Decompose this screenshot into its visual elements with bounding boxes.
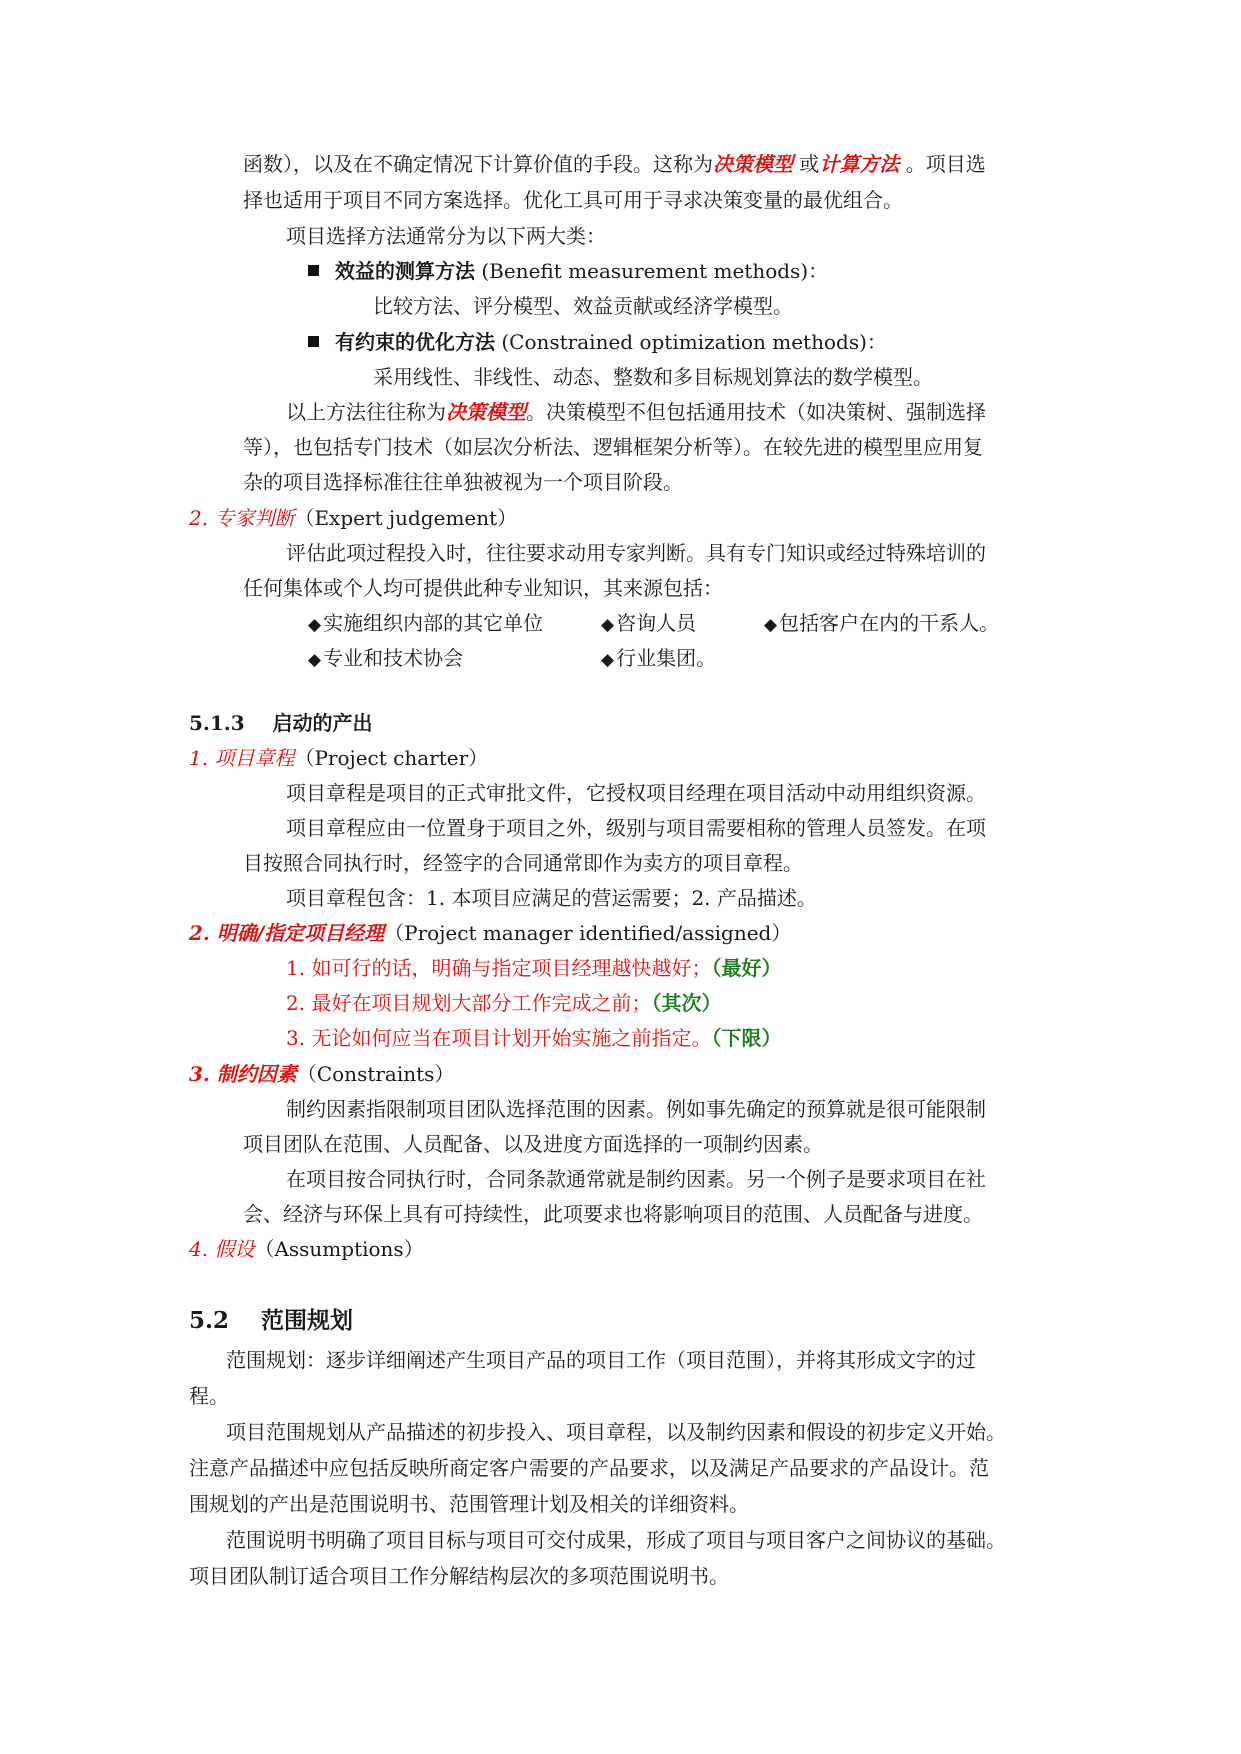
diamond-bullet-icon: ◆ (601, 615, 615, 635)
emphasis-term: 计算方法 (819, 152, 900, 176)
heading-en: （Constraints） (296, 1062, 455, 1086)
paragraph-line: 范围规划：逐步详细阐述产生项目产品的项目工作（项目范围），并将其形成文字的过 (226, 1348, 976, 1372)
paragraph-line: 杂的项目选择标准往往单独被视为一个项目阶段。 (243, 470, 683, 494)
heading-label: 3. 制约因素 (189, 1062, 297, 1086)
priority-item (286, 956, 781, 980)
heading-en: （Project charter） (294, 746, 489, 770)
paragraph-line: 程。 (189, 1384, 229, 1408)
paragraph-line: 目按照合同执行时，经签字的合同通常即作为卖方的项目章程。 (243, 851, 803, 875)
emphasis-term: 决策模型 (446, 400, 526, 424)
bullet-heading: 效益的测算方法 (335, 259, 475, 283)
paragraph-line: 评估此项过程投入时，往往要求动用专家判断。具有专门知识或经过特殊培训的 (286, 541, 986, 565)
paragraph-line: 会、经济与环保上具有可持续性，此项要求也将影响项目的范围、人员配备与进度。 (243, 1202, 983, 1226)
paragraph-line: 在项目按合同执行时，合同条款通常就是制约因素。另一个例子是要求项目在社 (286, 1167, 986, 1191)
section-heading: 5.1.3 启动的产出 (189, 711, 373, 735)
paragraph-line: 项目团队制订适合项目工作分解结构层次的多项范围说明书。 (189, 1564, 729, 1588)
paragraph-line: 项目章程包含：1. 本项目应满足的营运需要；2. 产品描述。 (286, 886, 817, 910)
paragraph-line: 项目选择方法通常分为以下两大类： (286, 224, 606, 248)
text: 。项目选 (899, 152, 986, 176)
bullet-heading-en: (Benefit measurement methods)： (475, 259, 829, 283)
priority-tag: （其次） (651, 991, 722, 1015)
diamond-list-item (764, 611, 999, 637)
bullet-item (308, 259, 828, 283)
text: 以上方法往往称为 (286, 400, 446, 424)
numbered-heading (189, 921, 791, 945)
diamond-bullet-icon: ◆ (601, 650, 615, 670)
paragraph-line (286, 400, 986, 424)
paragraph-line: 范围说明书明确了项目目标与项目可交付成果，形成了项目与项目客户之间协议的基础。 (226, 1528, 1006, 1552)
text: 。决策模型不但包括通用技术（如决策树、强制选择 (526, 400, 986, 424)
heading-label: 4. 假设 (189, 1237, 255, 1261)
emphasis-term: 决策模型 (713, 152, 793, 176)
paragraph-line: 等），也包括专门技术（如层次分析法、逻辑框架分析等）。在较先进的模型里应用复 (243, 435, 983, 459)
bullet-heading: 有约束的优化方法 (335, 330, 495, 354)
item-text: 包括客户在内的干系人。 (779, 611, 1000, 635)
priority-tag: （最好） (711, 956, 782, 980)
item-text: 专业和技术协会 (323, 646, 464, 670)
diamond-bullet-icon: ◆ (308, 650, 322, 670)
bullet-detail: 采用线性、非线性、动态、整数和多目标规划算法的数学模型。 (373, 365, 933, 389)
diamond-list-item (308, 646, 463, 672)
diamond-list-item (601, 646, 716, 672)
heading-en: （Expert judgement） (294, 506, 518, 530)
bullet-detail: 比较方法、评分模型、效益贡献或经济学模型。 (373, 294, 793, 318)
square-bullet-icon (308, 336, 319, 347)
paragraph-line: 项目章程应由一位置身于项目之外，级别与项目需要相称的管理人员签发。在项 (286, 816, 986, 840)
square-bullet-icon (308, 265, 319, 276)
priority-tag: （下限） (711, 1026, 782, 1050)
priority-item (286, 991, 721, 1015)
numbered-heading (189, 506, 517, 530)
paragraph-line: 项目章程是项目的正式审批文件，它授权项目经理在项目活动中动用组织资源。 (286, 781, 986, 805)
heading-label: 2. 明确/指定项目经理 (189, 921, 385, 945)
paragraph-line: 注意产品描述中应包括反映所商定客户需要的产品要求，以及满足产品要求的产品设计。范 (189, 1456, 989, 1480)
paragraph-line: 项目范围规划从产品描述的初步投入、项目章程，以及制约因素和假设的初步定义开始。 (226, 1420, 1006, 1444)
item-text: 3. 无论如何应当在项目计划开始实施之前指定。 (286, 1026, 712, 1050)
diamond-bullet-icon: ◆ (308, 615, 322, 635)
item-text: 2. 最好在项目规划大部分工作完成之前； (286, 991, 652, 1015)
heading-en: （Project manager identified/assigned） (384, 921, 792, 945)
heading-label: 2. 专家判断 (189, 506, 295, 530)
section-heading: 5.2 范围规划 (189, 1307, 354, 1334)
bullet-item (308, 330, 887, 354)
numbered-heading (189, 1062, 454, 1086)
paragraph-line: 围规划的产出是范围说明书、范围管理计划及相关的详细资料。 (189, 1492, 749, 1516)
numbered-heading (189, 1237, 424, 1261)
numbered-heading (189, 746, 488, 770)
heading-en: （Assumptions） (254, 1237, 424, 1261)
text: 或 (793, 152, 820, 176)
item-text: 咨询人员 (616, 611, 697, 635)
paragraph-line: 择也适用于项目不同方案选择。优化工具可用于寻求决策变量的最优组合。 (243, 188, 903, 212)
priority-item (286, 1026, 781, 1050)
paragraph-line: 项目团队在范围、人员配备、以及进度方面选择的一项制约因素。 (243, 1132, 823, 1156)
bullet-heading-en: (Constrained optimization methods)： (495, 330, 887, 354)
item-text: 实施组织内部的其它单位 (323, 611, 544, 635)
heading-label: 1. 项目章程 (189, 746, 295, 770)
diamond-list-item (308, 611, 543, 637)
paragraph-line: 任何集体或个人均可提供此种专业知识，其来源包括： (243, 576, 723, 600)
diamond-bullet-icon: ◆ (764, 615, 778, 635)
item-text: 行业集团。 (616, 646, 717, 670)
diamond-list-item (601, 611, 696, 637)
item-text: 1. 如可行的话，明确与指定项目经理越快越好； (286, 956, 712, 980)
text: 函数），以及在不确定情况下计算价值的手段。这称为 (243, 152, 713, 176)
paragraph-line (243, 152, 986, 176)
paragraph-line: 制约因素指限制项目团队选择范围的因素。例如事先确定的预算就是很可能限制 (286, 1097, 986, 1121)
